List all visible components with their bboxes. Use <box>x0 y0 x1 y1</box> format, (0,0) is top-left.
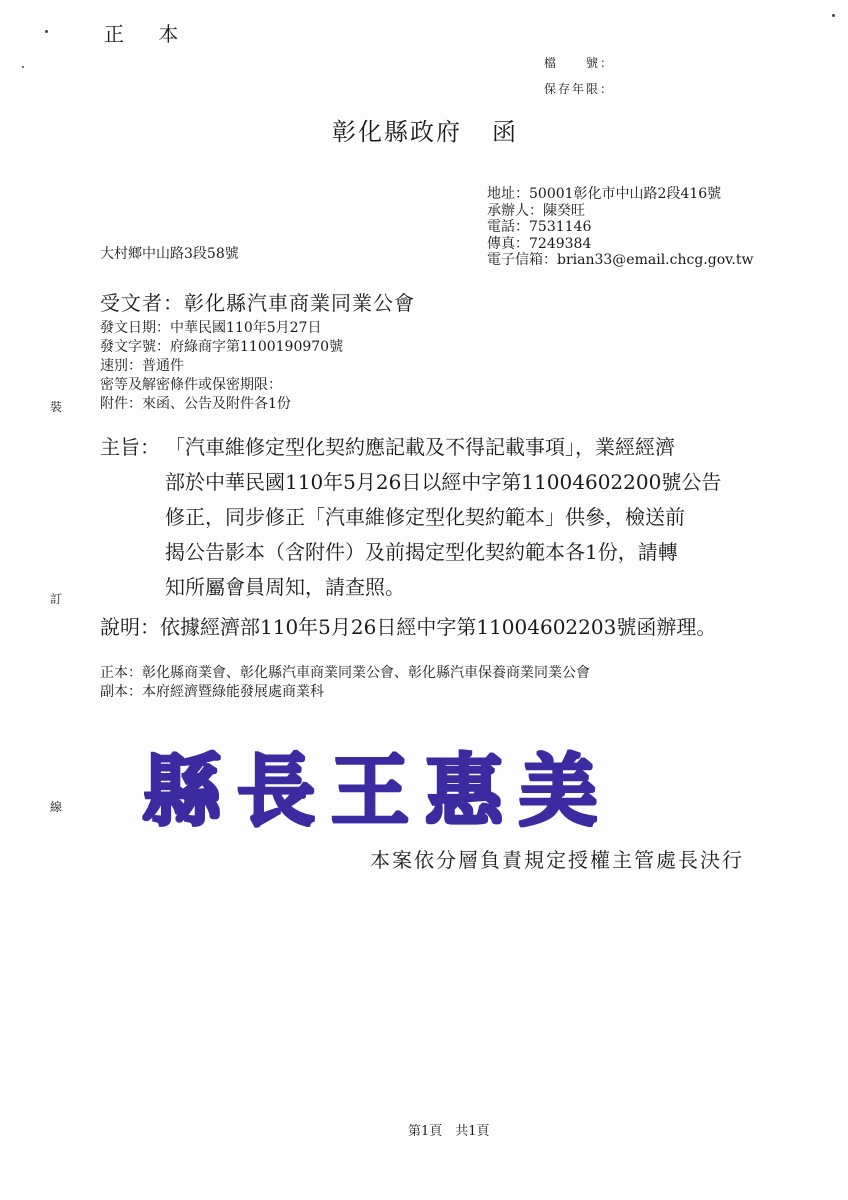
signature-stamp <box>138 728 618 838</box>
document-type: 函 <box>492 118 518 146</box>
recipient-address: 大村鄉中山路3段58號 <box>100 246 239 262</box>
retention-period-label: 保存年限： <box>544 82 615 96</box>
fax-number: 傳真：7249384 <box>487 235 592 252</box>
signature-text: 縣長王惠美 <box>142 746 614 837</box>
file-number-label: 檔 號： <box>544 56 615 70</box>
scan-speck <box>22 66 24 68</box>
subject-line: 知所屬會員周知，請查照。 <box>165 575 405 599</box>
document-number: 發文字號：府綠商字第1100190970號 <box>100 339 344 355</box>
subject-line: 「汽車維修定型化契約應記載及不得記載事項」，業經經濟 <box>165 435 675 459</box>
security-level: 密等及解密條件或保密期限： <box>100 377 282 393</box>
scan-speck <box>45 30 48 33</box>
document-title <box>332 112 518 147</box>
page-number: 第1頁 共1頁 <box>408 1124 490 1139</box>
issue-date: 發文日期：中華民國110年5月27日 <box>100 320 322 336</box>
phone-number: 電話：7531146 <box>487 219 592 235</box>
binding-mark-ding: 訂 <box>50 592 63 606</box>
duplicate-copy-list: 副本：本府經濟暨綠能發展處商業科 <box>100 684 324 700</box>
issuer-address: 地址：50001彰化市中山路2段416號 <box>487 186 722 202</box>
subject-line: 修正，同步修正「汽車維修定型化契約範本」供參，檢送前 <box>165 505 685 529</box>
contact-block <box>487 186 753 269</box>
binding-mark-zhuang: 裝 <box>50 400 63 414</box>
issuer-name: 彰化縣政府 <box>332 118 462 146</box>
scan-speck <box>832 14 835 17</box>
subject-label: 主旨： <box>100 435 160 459</box>
email-address: 電子信箱：brian33@email.chcg.gov.tw <box>487 252 754 268</box>
attachment-list: 附件：來函、公告及附件各1份 <box>100 396 291 412</box>
handler-name: 承辦人：陳癸旺 <box>487 202 585 219</box>
explanation-section: 說明：依據經濟部110年5月26日經中字第11004602203號函辦理。 <box>100 615 717 639</box>
delegation-note: 本案依分層負責規定授權主管處長決行 <box>370 848 744 872</box>
subject-line: 揭公告影本（含附件）及前揭定型化契約範本各1份，請轉 <box>165 540 678 564</box>
copy-mark: 正 本 <box>104 22 193 46</box>
delivery-speed: 速別：普通件 <box>100 358 184 374</box>
original-copy-list: 正本：彰化縣商業會、彰化縣汽車商業同業公會、彰化縣汽車保養商業同業公會 <box>100 665 590 681</box>
document-fields <box>100 319 343 414</box>
binding-mark-xian: 線 <box>50 800 63 814</box>
recipient-line: 受文者：彰化縣汽車商業同業公會 <box>100 291 415 315</box>
distribution-block <box>100 664 590 702</box>
subject-line: 部於中華民國110年5月26日以經中字第11004602200號公告 <box>165 470 722 494</box>
